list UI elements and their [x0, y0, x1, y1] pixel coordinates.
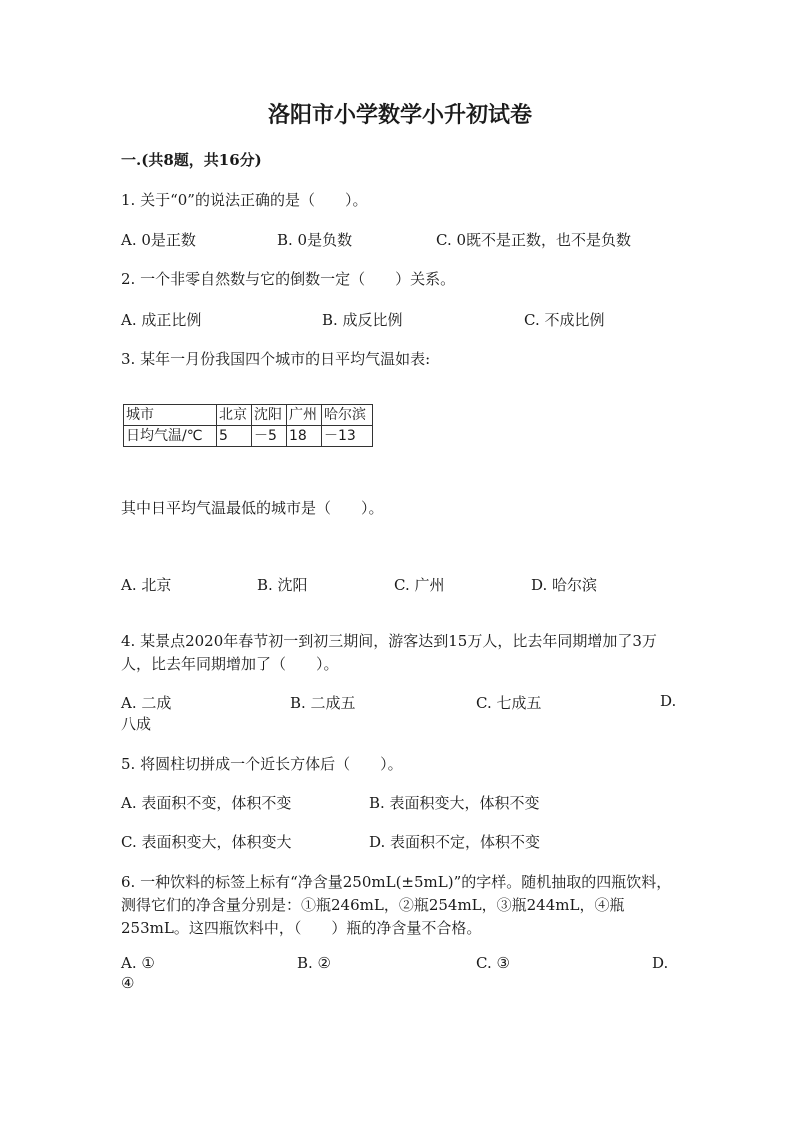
question-3-option-c: C. 广州 — [394, 576, 445, 594]
table-header-cell: 北京 — [217, 405, 252, 426]
question-2-option-c: C. 不成比例 — [524, 311, 605, 329]
table-header-cell: 广州 — [287, 405, 322, 426]
table-cell: 日均气温/℃ — [124, 426, 217, 447]
table-header-cell: 沈阳 — [252, 405, 287, 426]
question-6-option-d-text: ④ — [121, 974, 135, 992]
question-5-option-a: A. 表面积不变，体积不变 — [121, 794, 292, 812]
question-3-prompt: 其中日平均气温最低的城市是（ ）。 — [121, 499, 384, 517]
table-row — [124, 426, 373, 447]
question-1-option-a: A. 0是正数 — [121, 231, 196, 249]
question-5-text: 5. 将圆柱切拼成一个近长方体后（ ）。 — [121, 755, 403, 773]
question-1-text: 1. 关于“0”的说法正确的是（ ）。 — [121, 191, 368, 209]
question-2-text: 2. 一个非零自然数与它的倒数一定（ ）关系。 — [121, 270, 456, 288]
question-1-option-c: C. 0既不是正数，也不是负数 — [436, 231, 632, 249]
question-4-option-d: D. — [660, 692, 677, 710]
question-4-option-c: C. 七成五 — [476, 694, 542, 712]
question-1-option-b: B. 0是负数 — [277, 231, 353, 249]
table-cell: －5 — [252, 426, 287, 447]
question-4-option-d-text: 八成 — [121, 715, 152, 733]
question-3-option-b: B. 沈阳 — [257, 576, 308, 594]
question-6-option-d: D. — [652, 954, 669, 972]
table-header-cell: 城市 — [124, 405, 217, 426]
question-6-text: 6. 一种饮料的标签上标有“净含量250mL(±5mL)”的字样。随机抽取的四瓶饮料，测得它们的净含量分别是：①瓶246mL，②瓶254mL，③瓶244mL，④瓶253mL。这四瓶饮料中，（ ）瓶的净含量不合格。 — [121, 873, 672, 937]
question-3-text: 3. 某年一月份我国四个城市的日平均气温如表: — [121, 350, 431, 368]
temperature-table — [123, 404, 373, 447]
question-5-option-b: B. 表面积变大，体积不变 — [369, 794, 540, 812]
question-5-option-d: D. 表面积不定，体积不变 — [369, 833, 541, 851]
table-header-cell: 哈尔滨 — [322, 405, 373, 426]
table-cell: 5 — [217, 426, 252, 447]
question-2-option-b: B. 成反比例 — [322, 311, 403, 329]
table-cell: －13 — [322, 426, 373, 447]
question-2-option-a: A. 成正比例 — [121, 311, 202, 329]
question-4-text: 4. 某景点2020年春节初一到初三期间，游客达到15万人，比去年同期增加了3万人，比去年同期增加了（ ）。 — [121, 632, 657, 673]
question-4-option-b: B. 二成五 — [290, 694, 356, 712]
question-5-option-c: C. 表面积变大，体积变大 — [121, 833, 292, 851]
table-cell: 18 — [287, 426, 322, 447]
page-title: 洛阳市小学数学小升初试卷 — [267, 102, 532, 128]
question-6-option-c: C. ③ — [476, 954, 510, 972]
question-6-option-a: A. ① — [121, 954, 155, 972]
question-3-option-a: A. 北京 — [121, 576, 172, 594]
question-3-option-d: D. 哈尔滨 — [531, 576, 598, 594]
table-row — [124, 405, 373, 426]
question-6-option-b: B. ② — [297, 954, 332, 972]
question-4-option-a: A. 二成 — [121, 694, 172, 712]
section-heading: 一.(共8题，共16分) — [121, 151, 262, 169]
